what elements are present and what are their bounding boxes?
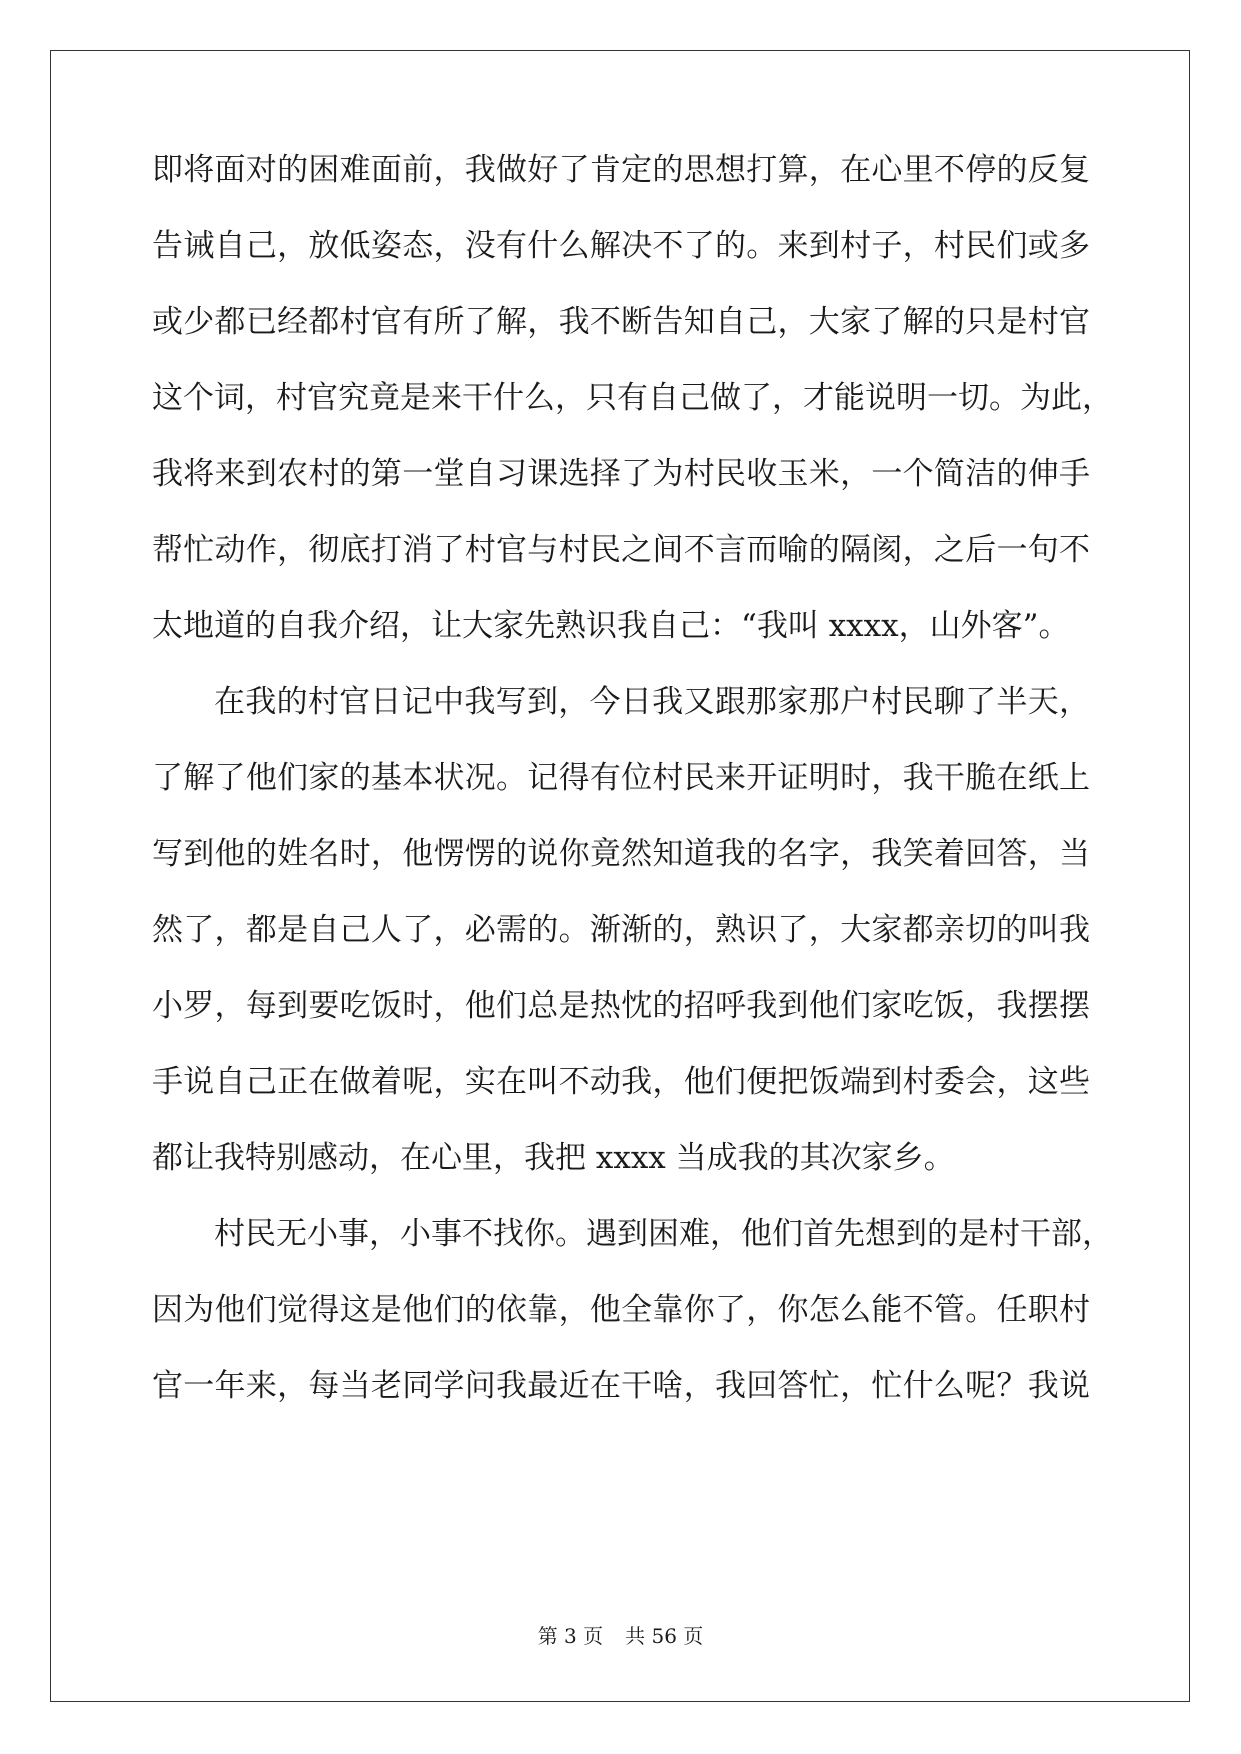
text-line: 太地道的自我介绍，让大家先熟识我自己：“我叫 xxxx，山外客”。 <box>152 608 1070 644</box>
paragraph-first-line: 村民无小事，小事不找你。遇到困难，他们首先想到的是村干部， <box>214 1216 1113 1252</box>
text-line: 因为他们觉得这是他们的依靠，他全靠你了，你怎么能不管。任职村 <box>152 1292 1090 1328</box>
text-line: 小罗，每到要吃饭时，他们总是热忱的招呼我到他们家吃饭，我摆摆 <box>152 988 1090 1024</box>
page-footer <box>0 1623 1241 1649</box>
text-line: 或少都已经都村官有所了解，我不断告知自己，大家了解的只是村官 <box>152 304 1090 340</box>
text-line: 即将面对的困难面前，我做好了肯定的思想打算，在心里不停的反复 <box>152 152 1090 188</box>
text-line: 都让我特别感动，在心里，我把 xxxx 当成我的其次家乡。 <box>152 1140 955 1176</box>
text-line: 这个词，村官究竟是来干什么，只有自己做了，才能说明一切。为此， <box>152 380 1113 416</box>
text-line: 告诫自己，放低姿态，没有什么解决不了的。来到村子，村民们或多 <box>152 228 1090 264</box>
text-line: 官一年来，每当老同学问我最近在干啥，我回答忙，忙什么呢？我说 <box>152 1368 1090 1404</box>
text-line: 帮忙动作，彻底打消了村官与村民之间不言而喻的隔阂，之后一句不 <box>152 532 1090 568</box>
text-line: 写到他的姓名时，他愣愣的说你竟然知道我的名字，我笑着回答，当 <box>152 836 1090 872</box>
paragraph-first-line: 在我的村官日记中我写到，今日我又跟那家那户村民聊了半天， <box>214 684 1090 720</box>
page-number-current: 第 3 页 <box>537 1624 604 1648</box>
text-line: 然了，都是自己人了，必需的。渐渐的，熟识了，大家都亲切的叫我 <box>152 912 1090 948</box>
text-line: 了解了他们家的基本状况。记得有位村民来开证明时，我干脆在纸上 <box>152 760 1090 796</box>
page-number-total: 共 56 页 <box>625 1624 704 1648</box>
text-line: 我将来到农村的第一堂自习课选择了为村民收玉米，一个简洁的伸手 <box>152 456 1090 492</box>
text-line: 手说自己正在做着呢，实在叫不动我，他们便把饭端到村委会，这些 <box>152 1064 1090 1100</box>
